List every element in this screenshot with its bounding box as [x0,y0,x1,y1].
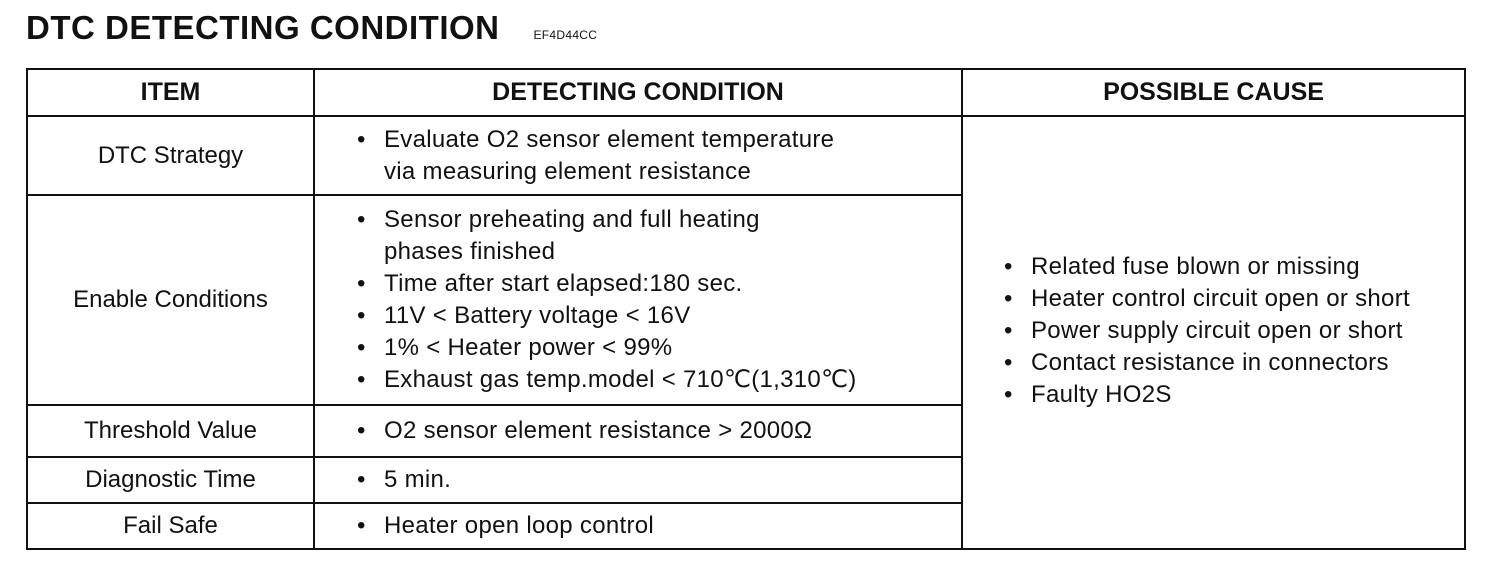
column-header-item: ITEM [27,69,314,116]
condition-bullet: • Evaluate O2 sensor element temperature [384,124,961,156]
condition-bullet: • 5 min. [384,464,961,496]
condition-continuation: phases finished [384,238,556,265]
column-header-detecting-condition: DETECTING CONDITION [314,69,962,116]
condition-bullet: • 11V < Battery voltage < 16V [384,300,961,332]
condition-bullet: • O2 sensor element resistance > 2000Ω [384,415,961,447]
cause-bullet: • Power supply circuit open or short [1031,315,1464,347]
row-conditions [314,195,962,405]
condition-continuation: via measuring element resistance [384,157,752,185]
row-item-label: Threshold Value [27,405,314,457]
possible-cause-cell [962,116,1465,549]
row-item-label: DTC Strategy [27,116,314,195]
condition-bullet: • Time after start elapsed:180 sec. [384,268,961,300]
row-conditions [314,405,962,457]
column-header-possible-cause: POSSIBLE CAUSE [962,69,1465,116]
header [26,6,597,50]
condition-bullet: • Sensor preheating and full heating [384,204,961,236]
cause-bullet: • Faulty HO2S [1031,379,1464,411]
row-item-label: Enable Conditions [27,195,314,405]
row-conditions [314,116,962,195]
row-conditions [314,457,962,503]
condition-bullet: • Exhaust gas temp.model < 710℃(1,310℃) [384,364,961,396]
cause-bullet: • Heater control circuit open or short [1031,283,1464,315]
condition-bullet: • Heater open loop control [384,510,961,542]
row-item-label: Diagnostic Time [27,457,314,503]
page-title: DTC DETECTING CONDITION [26,9,500,46]
row-conditions [314,503,962,549]
condition-bullet: • 1% < Heater power < 99% [384,332,961,364]
cause-bullet: • Contact resistance in connectors [1031,347,1464,379]
cause-bullet: • Related fuse blown or missing [1031,251,1464,283]
row-item-label: Fail Safe [27,503,314,549]
document-code: EF4D44CC [533,28,598,42]
table-row [27,116,1465,195]
table-header-row [27,69,1465,116]
dtc-table [26,68,1466,550]
